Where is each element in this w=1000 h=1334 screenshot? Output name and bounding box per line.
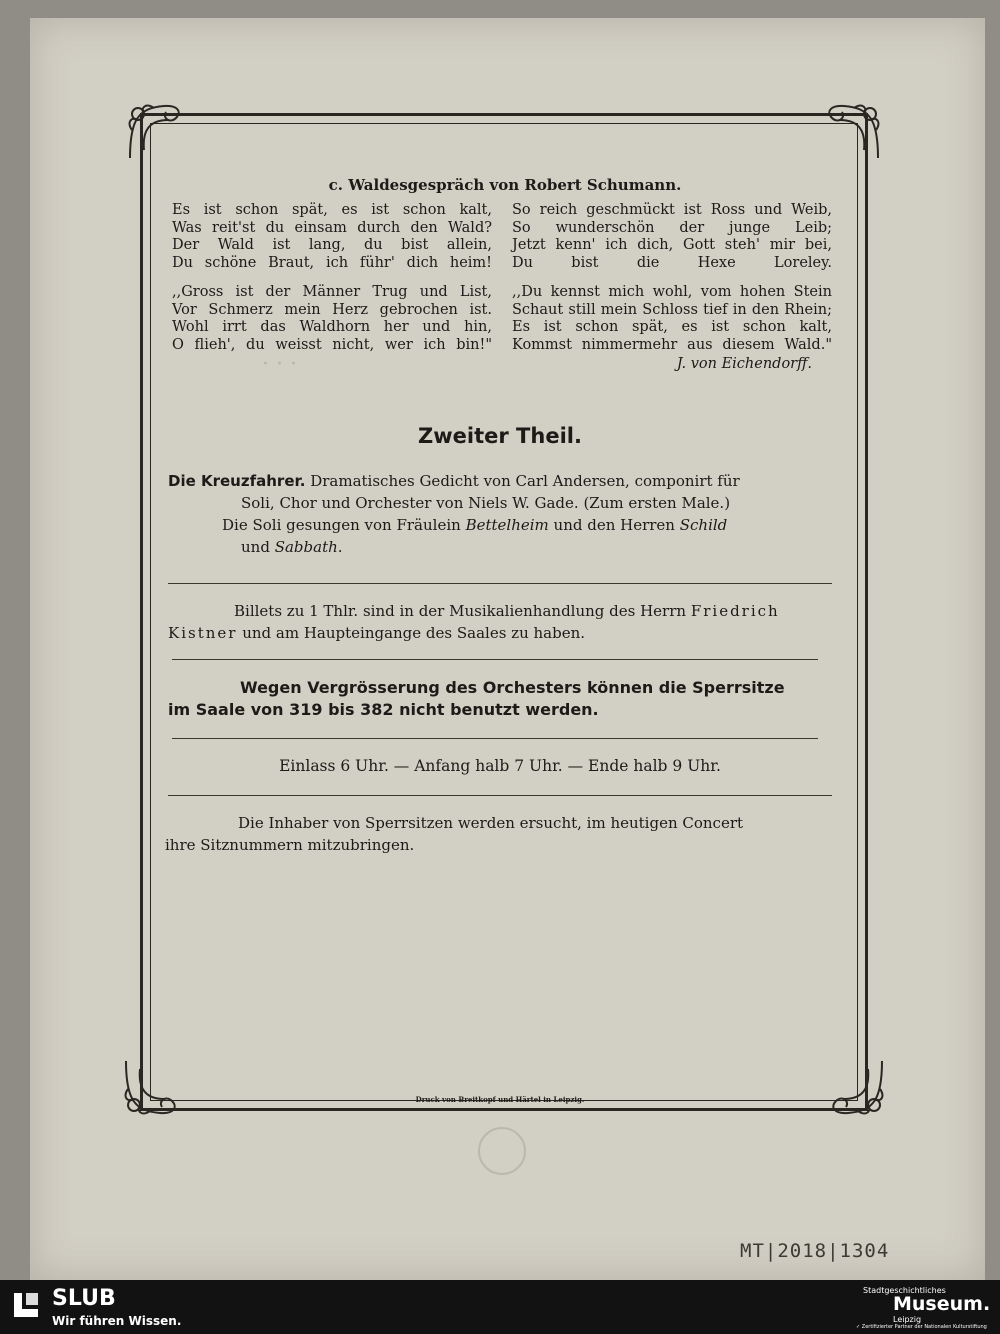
poem-right-column (512, 202, 832, 354)
divider (172, 738, 818, 739)
library-stamp-icon (478, 1127, 526, 1175)
printer-imprint: Druck von Breitkopf und Härtel in Leipzig. (415, 1095, 585, 1104)
seating-warning (168, 677, 832, 721)
sperrsitz-notice (165, 812, 832, 856)
poem-line: Es ist schon spät, es ist schon kalt, (512, 319, 832, 335)
soli-line-2 (168, 536, 832, 558)
shelfmark: MT|2018|1304 (740, 1240, 890, 1262)
museum-top-label: Stadtgeschichtliches (863, 1286, 946, 1295)
tickets-line1: Billets zu 1 Thlr. sind in der Musikalienhandlung des Herrn (234, 602, 691, 620)
poem-line: Du schöne Braut, ich führ' dich heim! (172, 254, 492, 271)
corner-ornament-icon (120, 1055, 184, 1119)
corner-ornament-icon (124, 100, 188, 164)
soli-line (168, 514, 832, 536)
work-description (168, 470, 832, 558)
part-title: Zweiter Theil. (418, 424, 582, 448)
bleed-through-1: · · · (262, 352, 297, 377)
corner-ornament-icon (820, 100, 884, 164)
tickets-name-first: Friedrich (690, 602, 780, 620)
poem-line: Schaut still mein Schloss tief in den Rhein; (512, 301, 832, 318)
poem-left-column (172, 202, 492, 354)
divider (168, 583, 832, 584)
poem-line: Jetzt kenn' ich dich, Gott steh' mir bei, (512, 237, 832, 253)
tickets-name-last: Kistner (168, 624, 238, 642)
tickets-notice (168, 600, 832, 644)
soli-line2-prefix: und (241, 538, 275, 556)
notice-line1: Die Inhaber von Sperrsitzen werden ersucht, im heutigen Concert (238, 814, 744, 832)
divider (168, 795, 832, 796)
poem-line: Wohl irrt das Waldhorn her und hin, (172, 319, 492, 335)
footer-bar (0, 1280, 1000, 1334)
poem-line: So reich geschmückt ist Ross und Weib, (512, 202, 832, 218)
soli-name-sabbath: Sabbath (274, 538, 338, 556)
slub-tagline: Wir führen Wissen. (52, 1314, 182, 1328)
work-desc-2: Soli, Chor und Orchester von Niels W. Gade. (Zum ersten Male.) (241, 494, 731, 512)
poem-line: Vor Schmerz mein Herz gebrochen ist. (172, 301, 492, 318)
poem-line: Kommst nimmermehr aus diesem Wald." (512, 336, 832, 353)
poem-line: Es ist schon spät, es ist schon kalt, (172, 202, 492, 218)
museum-logo[interactable]: Museum. (893, 1293, 991, 1315)
museum-city: Leipzig (893, 1315, 922, 1324)
divider (172, 659, 818, 660)
soli-mid: und den Herren (548, 516, 680, 534)
poem-line: So wunderschön der junge Leib; (512, 219, 832, 236)
museum-partner-note: ✓ Zertifizierter Partner der Nationalen Kulturstiftung (856, 1324, 987, 1330)
poem-line: Der Wald ist lang, du bist allein, (172, 237, 492, 253)
soli-prefix: Die Soli gesungen von Fräulein (222, 516, 466, 534)
slub-logo-icon[interactable] (10, 1289, 42, 1321)
slub-name[interactable]: SLUB (52, 1286, 116, 1311)
work-desc-1: Dramatisches Gedicht von Carl Andersen, componirt für (305, 472, 740, 490)
poem-line: O flieh', du weisst nicht, wer ich bin!" (172, 336, 492, 353)
soli-end: . (337, 538, 343, 556)
poem-line: ,,Gross ist der Männer Trug und List, (172, 284, 492, 300)
notice-line2: ihre Sitznummern mitzubringen. (165, 836, 415, 854)
tickets-line2: und am Haupteingange des Saales zu haben. (237, 624, 586, 642)
poem-line: ,,Du kennst mich wohl, vom hohen Stein (512, 284, 832, 300)
warning-line1: Wegen Vergrösserung des Orchesters können die Sperrsitze (240, 678, 785, 697)
soli-name-bettelheim: Bettelheim (465, 516, 549, 534)
concert-times: Einlass 6 Uhr. — Anfang halb 7 Uhr. — Ende halb 9 Uhr. (279, 757, 721, 775)
poem-line: Du bist die Hexe Loreley. (512, 254, 832, 271)
warning-line2: im Saale von 319 bis 382 nicht benutzt werden. (168, 700, 599, 719)
poem-author: J. von Eichendorff. (676, 356, 812, 372)
poem-line: Was reit'st du einsam durch den Wald? (172, 219, 492, 236)
section-title: c. Waldesgespräch von Robert Schumann. (328, 176, 682, 194)
work-title: Die Kreuzfahrer. (168, 472, 306, 490)
corner-ornament-icon (824, 1055, 888, 1119)
soli-name-schild: Schild (679, 516, 728, 534)
